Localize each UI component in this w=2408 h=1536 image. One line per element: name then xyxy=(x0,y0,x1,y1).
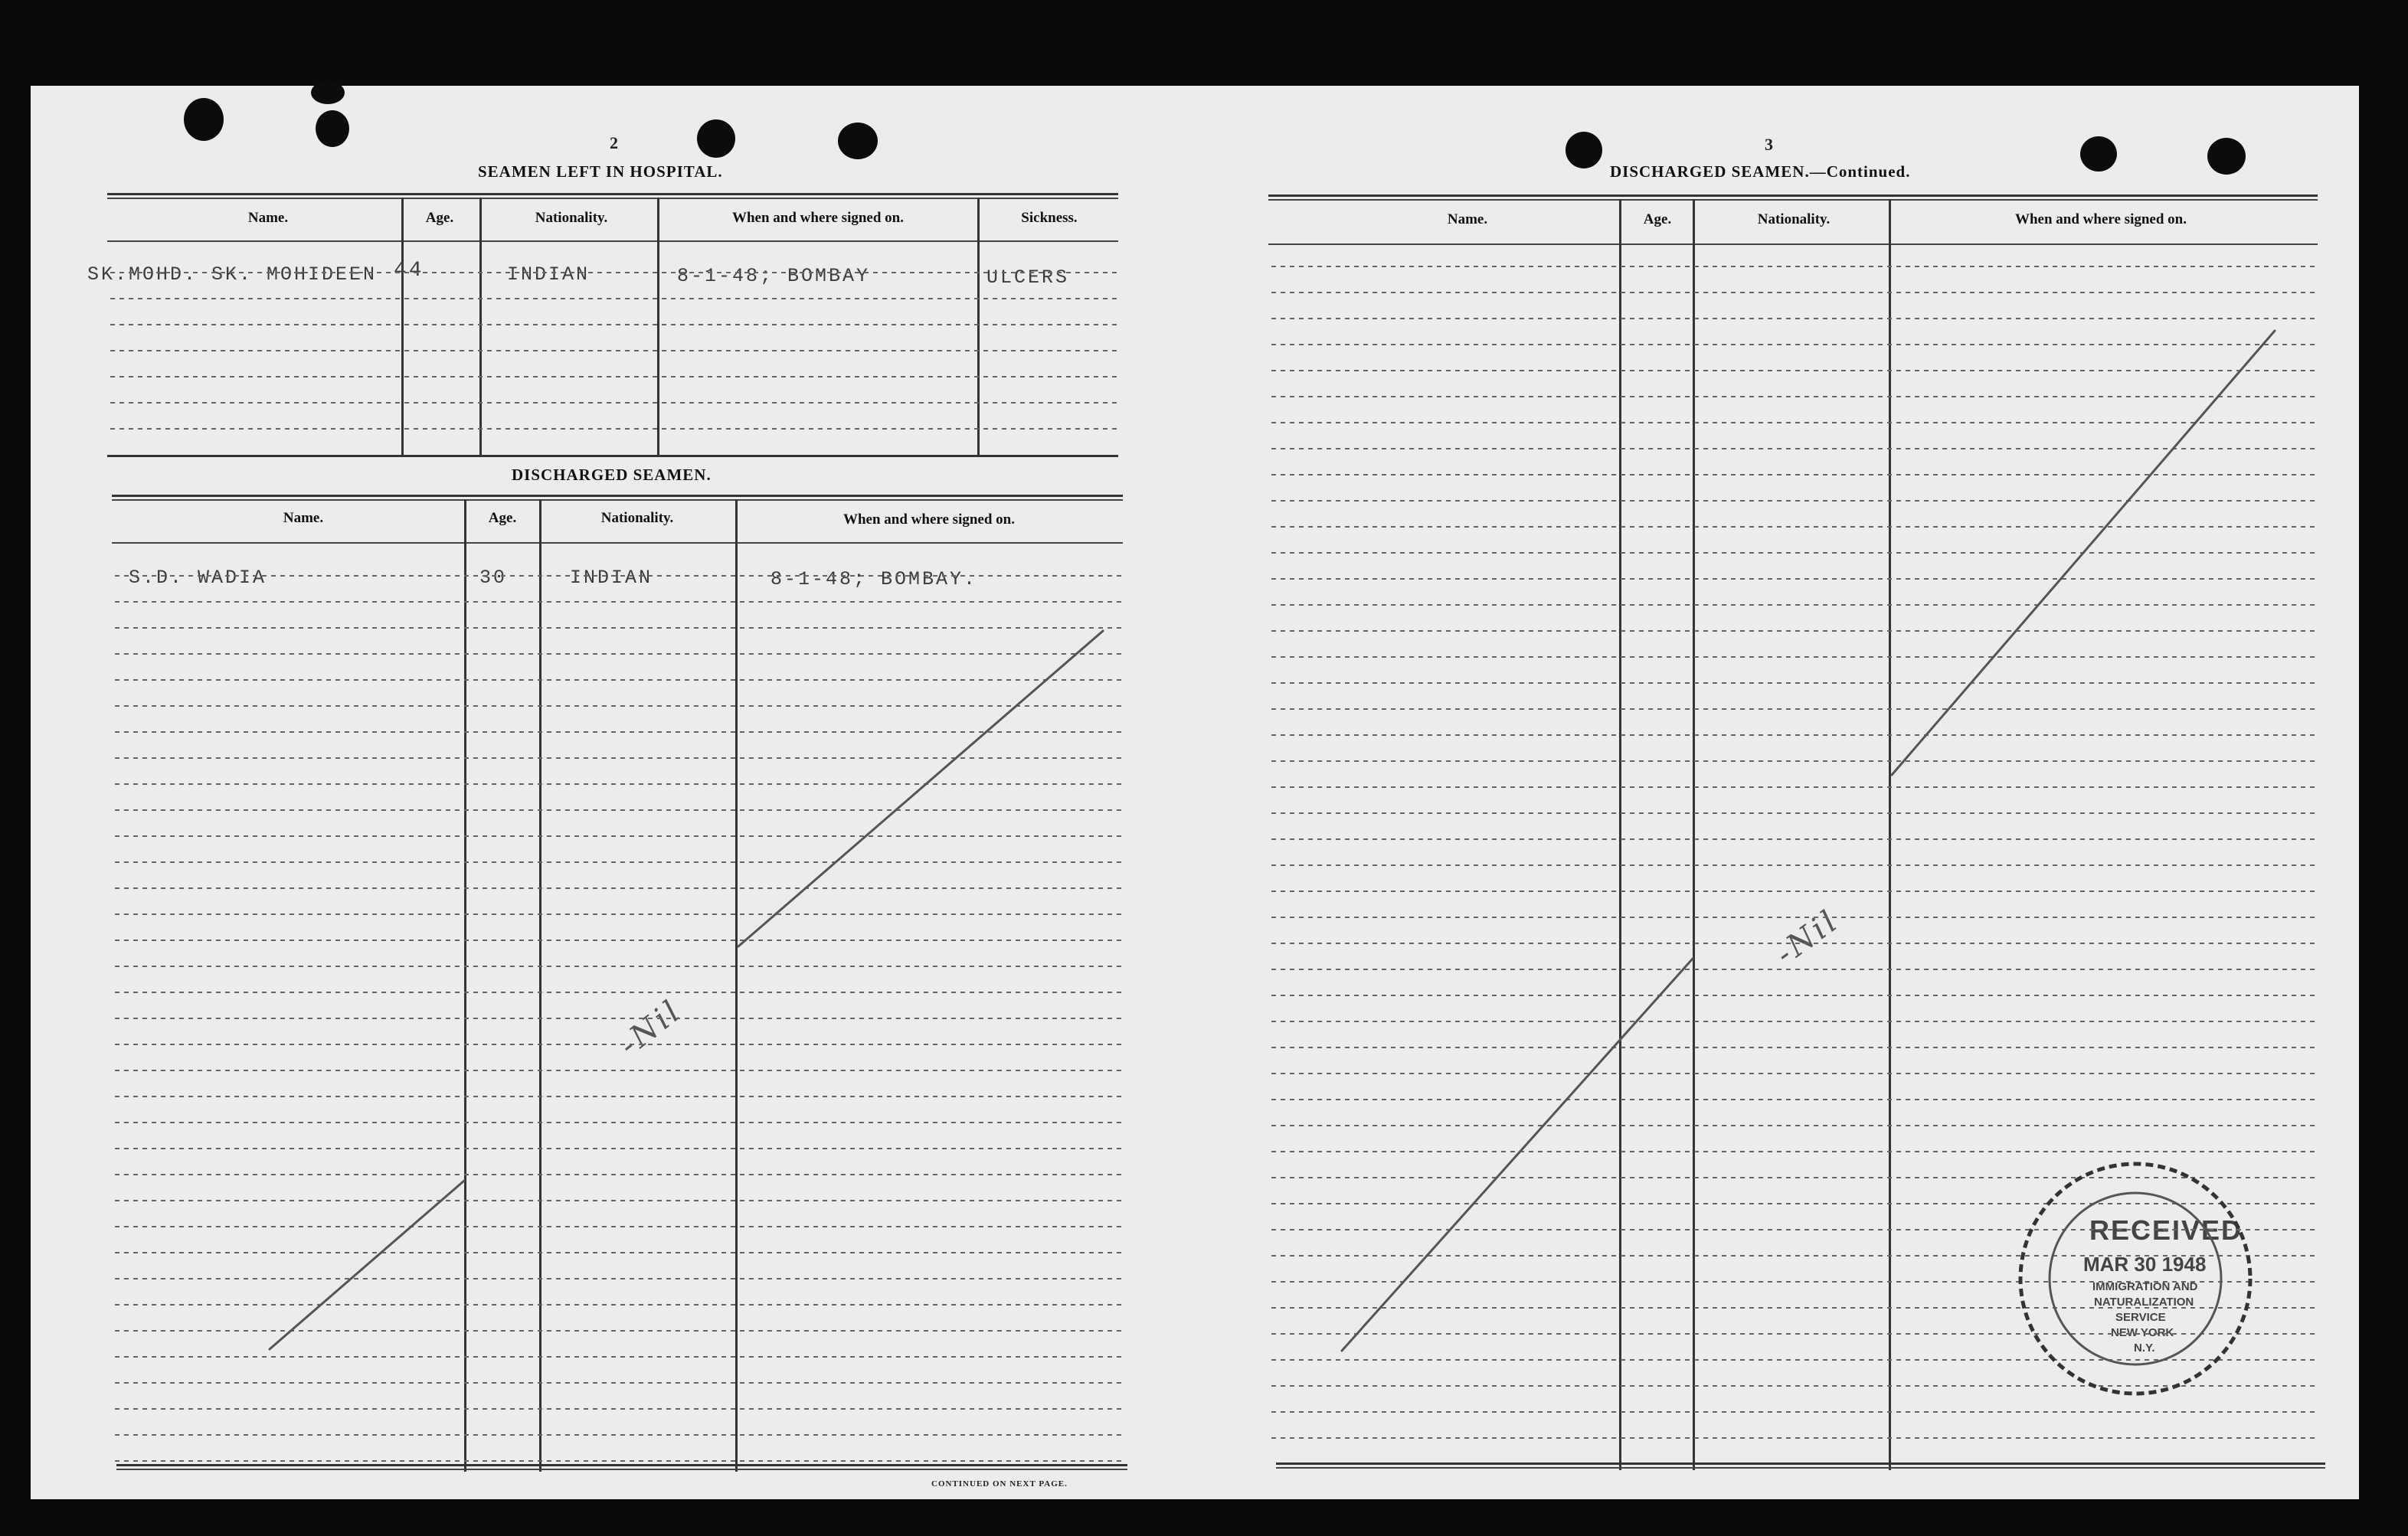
discharged-row-signed-on: 8-1-48; BOMBAY. xyxy=(770,568,978,590)
hospital-row-name: SK.MOHD. SK. MOHIDEEN xyxy=(87,263,378,286)
hospital-col-age: Age. xyxy=(425,210,454,226)
right-discharged-title: DISCHARGED SEAMEN.—Continued. xyxy=(1610,162,1911,181)
stamp-received: RECEIVED xyxy=(2089,1214,2243,1246)
discharged-row-nationality: INDIAN xyxy=(570,567,653,589)
discharged-col-age: Age. xyxy=(488,510,517,526)
page-number-right: 3 xyxy=(1765,135,1773,154)
discharged-col-name: Name. xyxy=(283,510,324,526)
stamp-line2: IMMIGRATION AND xyxy=(2092,1280,2198,1293)
right-col-nationality: Nationality. xyxy=(1757,211,1831,227)
hospital-row-signed-on: 8-1-48; BOMBAY xyxy=(677,265,871,287)
discharged-col-nationality: Nationality. xyxy=(600,510,674,526)
hospital-row-sickness: ULCERS xyxy=(986,266,1070,289)
hospital-col-nationality: Nationality. xyxy=(535,210,608,226)
stamp-inner-ring xyxy=(2050,1193,2221,1364)
hospital-row-age: 44 xyxy=(394,259,424,283)
stamp-line3: NATURALIZATION xyxy=(2094,1296,2194,1309)
right-col-signed-on: When and where signed on. xyxy=(2014,211,2187,227)
hospital-col-sickness: Sickness. xyxy=(1021,210,1078,226)
pencil-strike-line xyxy=(738,631,1103,946)
pencil-strike-line xyxy=(270,1181,464,1349)
left-handwritten-nil: -Nil xyxy=(613,992,689,1064)
stamp-line6: N.Y. xyxy=(2134,1342,2155,1355)
right-col-age: Age. xyxy=(1643,211,1672,227)
ruled-lines-overlay xyxy=(31,86,2359,1499)
stamp-line5: NEW YORK xyxy=(2111,1326,2174,1339)
stamp-line4: SERVICE xyxy=(2115,1311,2166,1324)
hospital-row-nationality: INDIAN xyxy=(507,263,591,286)
right-handwritten-nil: -Nil xyxy=(1769,903,1846,972)
right-col-name: Name. xyxy=(1447,211,1488,227)
pencil-strike-line xyxy=(1342,959,1693,1351)
discharged-section-title: DISCHARGED SEAMEN. xyxy=(512,466,712,484)
hospital-col-signed-on: When and where signed on. xyxy=(731,210,904,226)
hospital-col-name: Name. xyxy=(247,210,289,226)
hospital-section-title: SEAMEN LEFT IN HOSPITAL. xyxy=(478,162,723,181)
page-number-left: 2 xyxy=(610,133,618,152)
continued-footer: CONTINUED ON NEXT PAGE. xyxy=(931,1479,1068,1489)
discharged-col-signed-on: When and where signed on. xyxy=(842,511,1015,528)
document-spread xyxy=(31,86,2359,1499)
stamp-date: MAR 30 1948 xyxy=(2083,1253,2207,1276)
discharged-row-name: S.D. WADIA xyxy=(129,567,267,589)
discharged-row-age: 30 xyxy=(479,567,508,589)
